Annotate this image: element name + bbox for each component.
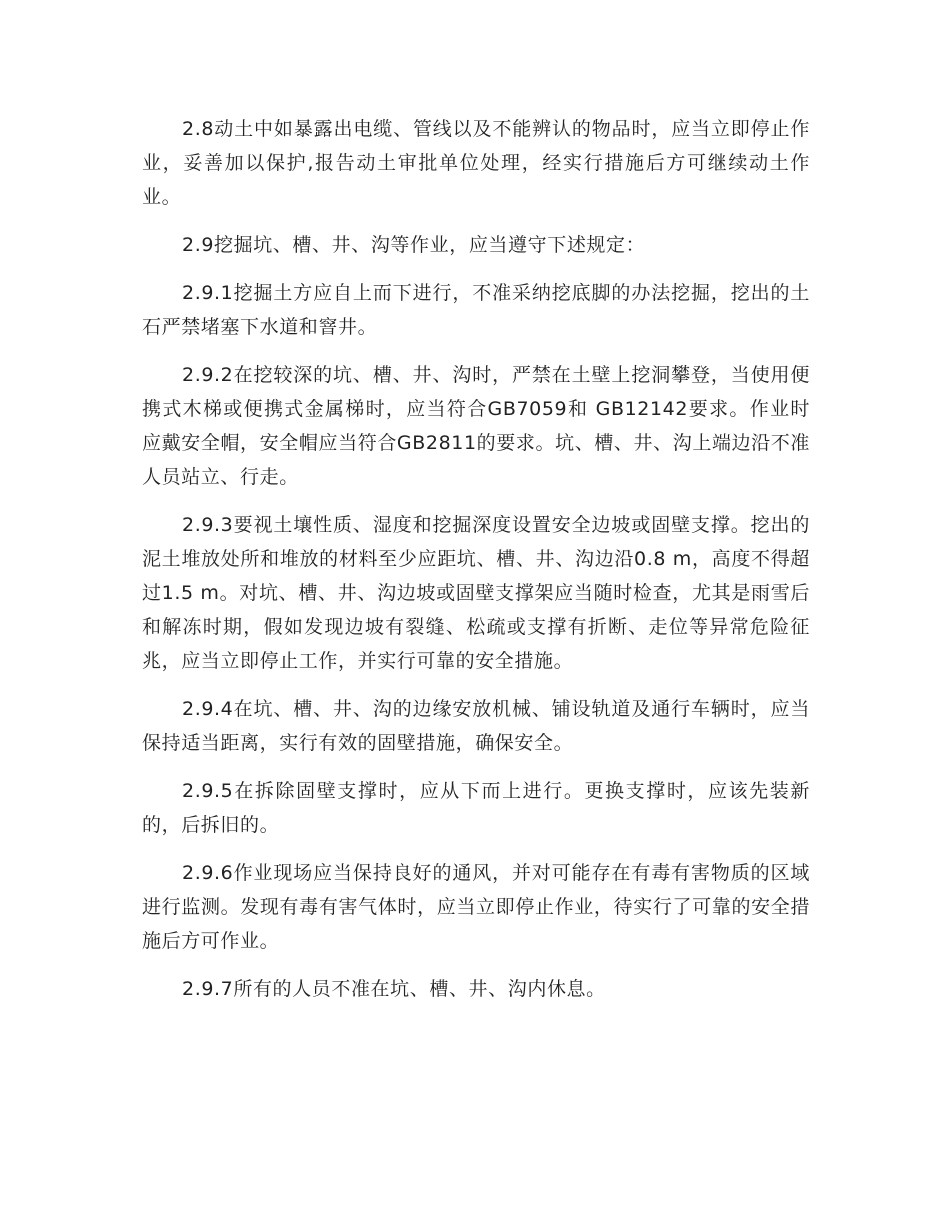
paragraph-2-9-3: 2.9.3要视土壤性质、湿度和挖掘深度设置安全边坡或固壁支撑。挖出的泥土堆放处所和堆放的材料至少应距坑、槽、井、沟边沿0.8 m，高度不得超过1.5 m。对坑、槽、井、沟边坡或固壁支撑架应当随时检查，尤其是雨雪后和解冻时期，假如发现边坡有裂缝、松疏或支撑有折断、走位等异常危险征兆，应当立即停止工作，并实行可靠的安全措施。 [142,514,810,672]
paragraph-2-8: 2.8动土中如暴露出电缆、管线以及不能辨认的物品时，应当立即停止作业，妥善加以保护,报告动土审批单位处理，经实行措施后方可继续动土作业。 [142,118,810,208]
paragraph-2-9-6: 2.9.6作业现场应当保持良好的通风，并对可能存在有毒有害物质的区域进行监测。发现有毒有害气体时，应当立即停止作业，待实行了可靠的安全措施后方可作业。 [142,862,810,952]
paragraph-2-9-5: 2.9.5在拆除固壁支撑时，应从下而上进行。更换支撑时，应该先装新的，后拆旧的。 [142,780,810,836]
document-body [142,112,810,1020]
paragraph-2-9-7: 2.9.7所有的人员不准在坑、槽、井、沟内休息。 [182,978,606,1000]
paragraph-2-9-4: 2.9.4在坑、槽、井、沟的边缘安放机械、铺设轨道及通行车辆时，应当保持适当距离，实行有效的固壁措施，确保安全。 [142,698,810,754]
paragraph-2-9: 2.9挖掘坑、槽、井、沟等作业，应当遵守下述规定： [182,234,646,256]
paragraph-2-9-1: 2.9.1挖掘土方应自上而下进行，不准采纳挖底脚的办法挖掘，挖出的土石严禁堵塞下水道和窨井。 [142,282,810,338]
paragraph-2-9-2: 2.9.2在挖较深的坑、槽、井、沟时，严禁在土壁上挖洞攀登，当使用便携式木梯或便携式金属梯时，应当符合GB7059和 GB12142要求。作业时应戴安全帽，安全帽应当符合GB2811的要求。坑、槽、井、沟上端边沿不准人员站立、行走。 [142,364,810,488]
